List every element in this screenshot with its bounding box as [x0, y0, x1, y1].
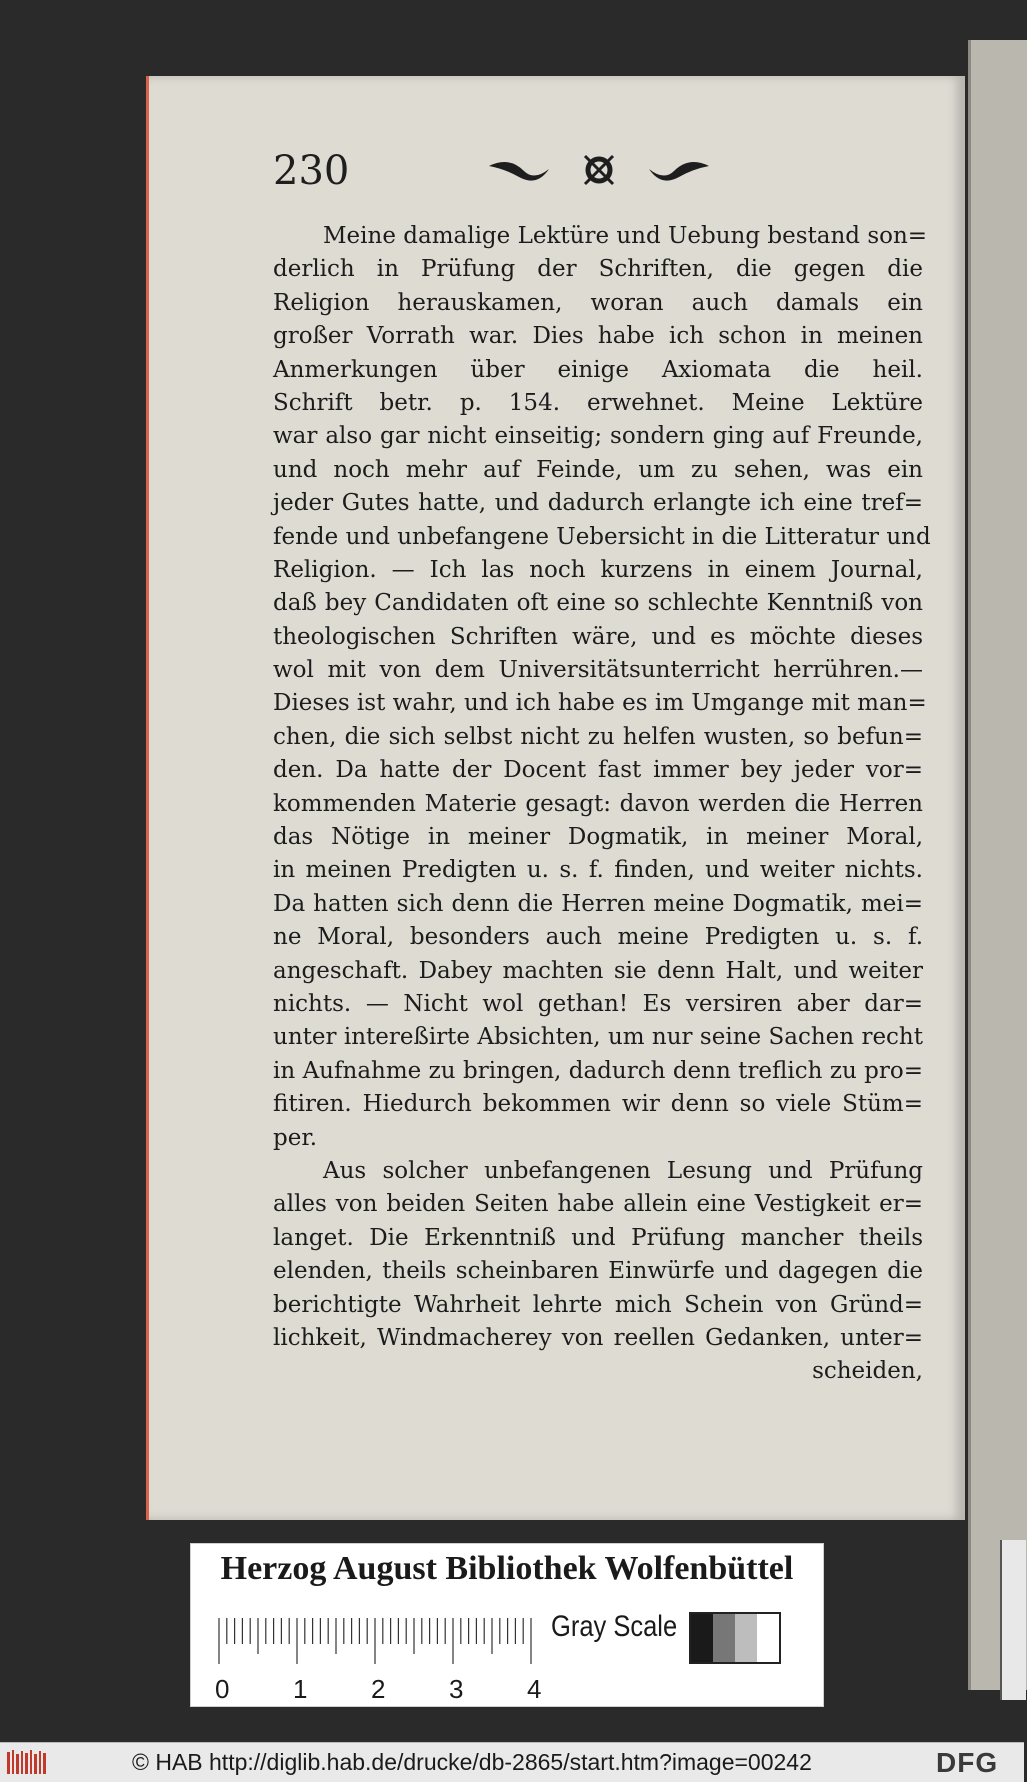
text-line: daß bey Candidaten oft eine so schlechte Kenntniß von — [273, 590, 923, 617]
paragraph-1 — [273, 220, 931, 1155]
gray-swatch — [757, 1614, 779, 1662]
text-line: lichkeit, Windmacherey von reellen Gedanken, unter= — [273, 1324, 923, 1351]
text-line: langet. Die Erkenntniß und Prüfung mancher theils — [273, 1224, 923, 1251]
text-line: großer Vorrath war. Dies habe ich schon in meinen — [273, 323, 923, 350]
footer-bar — [0, 1742, 1024, 1782]
gray-scale-label: Gray Scale — [551, 1610, 678, 1643]
text-line: theologischen Schriften wäre, und es möchte dieses — [273, 623, 923, 650]
text-line: berichtigte Wahrheit lehrte mich Schein von Gründ= — [273, 1291, 923, 1318]
book-page — [146, 76, 965, 1520]
text-line: in meinen Predigten u. s. f. finden, und weiter nichts. — [273, 857, 923, 884]
library-name: Herzog August Bibliothek Wolfenbüttel — [220, 1550, 794, 1587]
catchword: scheiden, — [812, 1358, 923, 1385]
ruler-label-1: 1 — [293, 1674, 308, 1704]
text-line: Religion herauskamen, woran auch damals ein — [273, 289, 923, 316]
text-line: wol mit von dem Universitätsunterricht herrühren.— — [273, 657, 923, 684]
text-line: war also gar nicht einseitig; sondern ging auf Freunde, — [273, 423, 923, 450]
gray-swatch — [735, 1614, 757, 1662]
text-line: den. Da hatte der Docent fast immer bey jeder vor= — [273, 757, 923, 784]
text-line: Religion. — Ich las noch kurzens in einem Journal, — [273, 556, 923, 583]
text-line: ne Moral, besonders auch meine Predigten u. s. f. — [273, 924, 923, 951]
text-line: in Aufnahme zu bringen, dadurch denn treflich zu pro= — [273, 1057, 923, 1084]
page-number: 230 — [273, 148, 350, 194]
page-text — [273, 220, 931, 1389]
ruler-label-2: 2 — [371, 1674, 386, 1704]
text-line: alles von beiden Seiten habe allein eine Vestigkeit er= — [273, 1191, 923, 1218]
text-line: Meine damalige Lektüre und Uebung bestand son= — [323, 223, 928, 249]
adjacent-color-card-edge — [1000, 1540, 1026, 1700]
adjacent-page-edge — [968, 40, 1027, 1690]
text-line: fende und unbefangene Uebersicht in die Litteratur und — [273, 523, 931, 550]
text-line: und noch mehr auf Feinde, um zu sehen, was ein — [273, 456, 923, 483]
text-line: fitiren. Hiedurch bekommen wir denn so viele Stüm= — [273, 1091, 923, 1118]
ornament-icon — [479, 146, 719, 196]
text-line: Da hatten sich denn die Herren meine Dogmatik, mei= — [273, 890, 923, 917]
text-line: elenden, theils scheinbaren Einwürfe und dagegen die — [273, 1258, 923, 1285]
paragraph-2 — [273, 1155, 923, 1355]
text-line: kommenden Materie gesagt: davon werden die Herren — [273, 790, 923, 817]
color-reference-card — [190, 1543, 824, 1707]
text-line: Schrift betr. p. 154. erwehnet. Meine Lektüre — [273, 389, 923, 416]
text-line: Aus solcher unbefangenen Lesung und Prüfung — [323, 1157, 923, 1184]
gray-swatch — [713, 1614, 735, 1662]
gray-swatch — [691, 1614, 713, 1662]
hab-barcode-logo-icon — [6, 1748, 48, 1776]
text-line: angeschaft. Dabey machten sie denn Halt, und weiter — [273, 957, 923, 984]
text-line: jeder Gutes hatte, und dadurch erlangte ich eine tref= — [273, 490, 923, 517]
text-line: nichts. — Nicht wol gethan! Es versiren aber dar= — [273, 990, 923, 1017]
ruler-label-0: 0 — [215, 1674, 230, 1704]
dfg-logo: DFG — [936, 1747, 999, 1778]
ruler-label-4: 4 — [527, 1674, 542, 1704]
gray-scale-swatches — [689, 1612, 781, 1664]
text-line: chen, die sich selbst nicht zu helfen wusten, so befun= — [273, 723, 923, 750]
text-line: derlich in Prüfung der Schriften, die gegen die — [273, 256, 923, 283]
footer-url[interactable]: © HAB http://diglib.hab.de/drucke/db-2865/start.htm?image=00242 — [132, 1749, 812, 1775]
text-line: Dieses ist wahr, und ich habe es im Umgange mit man= — [273, 690, 927, 717]
text-line: unter intereßirte Absichten, um nur seine Sachen recht — [273, 1024, 923, 1051]
text-line: Anmerkungen über einige Axiomata die heil. — [273, 356, 923, 383]
text-line: das Nötige in meiner Dogmatik, in meiner Moral, — [273, 824, 923, 851]
ruler-label-3: 3 — [449, 1674, 464, 1704]
text-line: per. — [273, 1124, 318, 1151]
ruler — [215, 1614, 542, 1704]
